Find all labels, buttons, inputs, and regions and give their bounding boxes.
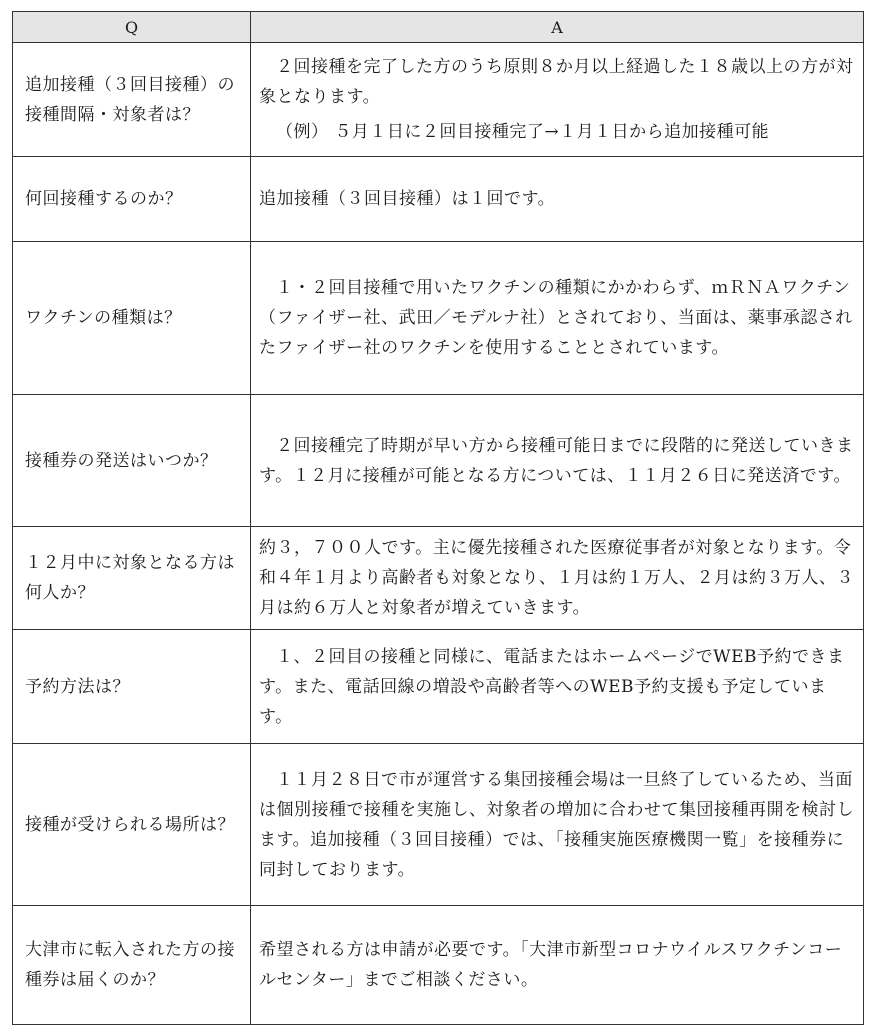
table-row — [13, 395, 864, 527]
answer-text: ２回接種完了時期が早い方から接種可能日までに段階的に発送していきます。１２月に接種が可能となる方については、１１月２６日に発送済です。 — [259, 435, 854, 486]
question-cell: １２月中に対象となる方は何人か？ — [13, 527, 251, 630]
table-row — [13, 527, 864, 630]
answer-text: １１月２８日で市が運営する集団接種会場は一旦終了しているため、当面は個別接種で接種を実施し、対象者の増加に合わせて集団接種再開を検討します。追加接種（３回目接種）では、「接種実施医療機関一覧」を接種券に同封しております。 — [259, 769, 854, 880]
qa-table — [12, 11, 864, 1025]
question-cell: 予約方法は？ — [13, 630, 251, 744]
answer-cell — [251, 744, 864, 906]
question-cell: 接種券の発送はいつか？ — [13, 395, 251, 527]
answer-cell — [251, 395, 864, 527]
answer-text: １、２回目の接種と同様に、電話またはホームページでWEB予約できます。また、電話回線の増設や高齢者等へのWEB予約支援も予定しています。 — [259, 646, 845, 727]
answer-text: 希望される方は申請が必要です。「大津市新型コロナウイルスワクチンコールセンター」までご相談ください。 — [259, 940, 843, 990]
answer-text: 追加接種（３回目接種）は１回です。 — [259, 189, 556, 209]
table-row — [13, 630, 864, 744]
answer-cell — [251, 43, 864, 157]
table-row — [13, 744, 864, 906]
table-row — [13, 43, 864, 157]
answer-cell — [251, 157, 864, 242]
answer-cell — [251, 630, 864, 744]
table-row — [13, 906, 864, 1025]
answer-example: （例） ５月１日に２回目接種完了→１月１日から追加接種可能 — [276, 122, 770, 142]
answer-text: ２回接種を完了した方のうち原則８か月以上経過した１８歳以上の方が対象となります。 — [259, 57, 854, 107]
answer-text: １・２回目接種で用いたワクチンの種類にかかわらず、ｍＲＮＡワクチン（ファイザー社、武田／モデルナ社）とされており、当面は、薬事承認されたファイザー社のワクチンを使用することとされています。 — [259, 278, 853, 358]
question-column-header: Q — [13, 12, 251, 43]
question-cell: 追加接種（３回目接種）の接種間隔・対象者は？ — [13, 43, 251, 157]
question-cell: 大津市に転入された方の接種券は届くのか？ — [13, 906, 251, 1025]
answer-cell — [251, 242, 864, 395]
question-cell: ワクチンの種類は？ — [13, 242, 251, 395]
table-row — [13, 242, 864, 395]
table-row — [13, 157, 864, 242]
table-header-row — [13, 12, 864, 43]
answer-text: 約３，７００人です。主に優先接種された医療従事者が対象となります。令和４年１月より高齢者も対象となり、１月は約１万人、２月は約３万人、３月は約６万人と対象者が増えていきます。 — [259, 538, 854, 618]
question-cell: 接種が受けられる場所は？ — [13, 744, 251, 906]
question-cell: 何回接種するのか？ — [13, 157, 251, 242]
answer-column-header: A — [251, 12, 864, 43]
answer-cell — [251, 527, 864, 630]
answer-cell — [251, 906, 864, 1025]
